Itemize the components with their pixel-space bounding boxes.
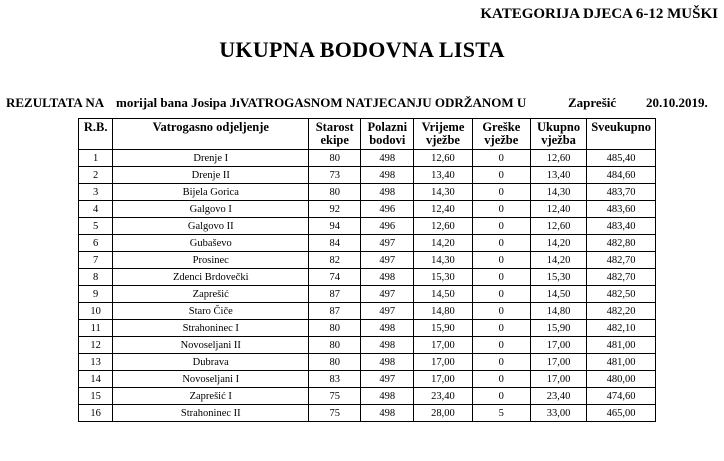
table-row [79,252,656,269]
cell-exercise-errors: 0 [472,269,530,286]
cell-exercise-total: 17,00 [530,354,586,371]
cell-team-age: 75 [309,388,361,405]
cell-start-points: 498 [361,320,414,337]
event-name: morijal bana Josipa JıVATROGASNOM NATJECANJU ODRŽANOM U [116,95,527,110]
cell-rank: 6 [79,235,113,252]
table-row [79,371,656,388]
cell-rank: 14 [79,371,113,388]
cell-exercise-time: 15,30 [414,269,472,286]
cell-exercise-total: 17,00 [530,371,586,388]
cell-grand-total: 481,00 [587,337,656,354]
cell-team-age: 80 [309,150,361,167]
cell-rank: 11 [79,320,113,337]
cell-grand-total: 482,50 [587,286,656,303]
cell-grand-total: 482,80 [587,235,656,252]
cell-unit: Strahoninec I [113,320,309,337]
cell-team-age: 94 [309,218,361,235]
table-row [79,303,656,320]
cell-rank: 3 [79,184,113,201]
col-header-rank: R.B. [79,119,113,150]
cell-exercise-errors: 0 [472,167,530,184]
cell-exercise-errors: 0 [472,354,530,371]
event-date: 20.10.2019. [646,95,708,110]
cell-exercise-errors: 0 [472,388,530,405]
cell-team-age: 75 [309,405,361,422]
cell-exercise-total: 14,20 [530,235,586,252]
cell-team-age: 80 [309,184,361,201]
cell-start-points: 498 [361,405,414,422]
col-header-team-age: Starost ekipe [309,119,361,150]
cell-exercise-errors: 5 [472,405,530,422]
cell-start-points: 498 [361,388,414,405]
cell-rank: 8 [79,269,113,286]
table-row [79,218,656,235]
cell-exercise-time: 12,40 [414,201,472,218]
table-row [79,405,656,422]
cell-grand-total: 485,40 [587,150,656,167]
cell-team-age: 74 [309,269,361,286]
cell-team-age: 80 [309,354,361,371]
page-title: UKUPNA BODOVNA LISTA [219,37,505,62]
cell-team-age: 87 [309,286,361,303]
cell-grand-total: 483,60 [587,201,656,218]
col-header-exercise-total: Ukupno vježba [530,119,586,150]
results-info-line [6,95,716,111]
cell-team-age: 87 [309,303,361,320]
cell-rank: 4 [79,201,113,218]
cell-team-age: 92 [309,201,361,218]
cell-exercise-errors: 0 [472,286,530,303]
cell-exercise-time: 14,80 [414,303,472,320]
cell-exercise-errors: 0 [472,252,530,269]
cell-start-points: 498 [361,354,414,371]
cell-rank: 16 [79,405,113,422]
cell-exercise-errors: 0 [472,303,530,320]
cell-exercise-total: 12,60 [530,150,586,167]
cell-unit: Bijela Gorica [113,184,309,201]
cell-exercise-total: 14,30 [530,184,586,201]
results-table [78,118,656,422]
cell-start-points: 497 [361,303,414,320]
cell-exercise-time: 28,00 [414,405,472,422]
cell-unit: Drenje I [113,150,309,167]
cell-start-points: 498 [361,150,414,167]
cell-exercise-errors: 0 [472,218,530,235]
cell-exercise-time: 12,60 [414,218,472,235]
cell-exercise-time: 14,30 [414,252,472,269]
cell-exercise-total: 17,00 [530,337,586,354]
table-row [79,235,656,252]
cell-team-age: 80 [309,320,361,337]
cell-exercise-errors: 0 [472,371,530,388]
cell-exercise-time: 17,00 [414,337,472,354]
cell-grand-total: 482,20 [587,303,656,320]
cell-exercise-total: 14,50 [530,286,586,303]
cell-rank: 7 [79,252,113,269]
cell-team-age: 84 [309,235,361,252]
cell-exercise-total: 15,30 [530,269,586,286]
cell-exercise-total: 12,60 [530,218,586,235]
cell-exercise-total: 14,20 [530,252,586,269]
table-row [79,184,656,201]
table-row [79,337,656,354]
cell-rank: 5 [79,218,113,235]
cell-exercise-time: 12,60 [414,150,472,167]
table-row [79,354,656,371]
cell-grand-total: 484,60 [587,167,656,184]
cell-exercise-time: 23,40 [414,388,472,405]
cell-unit: Staro Čiče [113,303,309,320]
table-row [79,388,656,405]
table-row [79,269,656,286]
cell-unit: Galgovo II [113,218,309,235]
cell-unit: Strahoninec II [113,405,309,422]
cell-start-points: 496 [361,201,414,218]
cell-unit: Novoseljani II [113,337,309,354]
results-label: REZULTATA NA [6,95,105,110]
table-row [79,150,656,167]
cell-unit: Galgovo I [113,201,309,218]
cell-rank: 9 [79,286,113,303]
cell-exercise-errors: 0 [472,337,530,354]
col-header-unit: Vatrogasno odjeljenje [113,119,309,150]
table-row [79,201,656,218]
cell-rank: 10 [79,303,113,320]
cell-exercise-total: 12,40 [530,201,586,218]
cell-team-age: 80 [309,337,361,354]
cell-exercise-time: 17,00 [414,371,472,388]
cell-exercise-total: 15,90 [530,320,586,337]
cell-start-points: 497 [361,252,414,269]
cell-exercise-total: 14,80 [530,303,586,320]
cell-exercise-errors: 0 [472,150,530,167]
cell-start-points: 497 [361,371,414,388]
table-header-row [79,119,656,150]
event-place: Zaprešić [568,95,617,110]
cell-start-points: 496 [361,218,414,235]
cell-exercise-errors: 0 [472,184,530,201]
cell-exercise-time: 17,00 [414,354,472,371]
cell-unit: Drenje II [113,167,309,184]
cell-rank: 1 [79,150,113,167]
cell-grand-total: 480,00 [587,371,656,388]
table-row [79,286,656,303]
cell-start-points: 498 [361,269,414,286]
cell-exercise-total: 33,00 [530,405,586,422]
cell-unit: Prosinec [113,252,309,269]
cell-exercise-total: 23,40 [530,388,586,405]
cell-grand-total: 483,40 [587,218,656,235]
cell-rank: 2 [79,167,113,184]
col-header-exercise-errors: Greške vježbe [472,119,530,150]
col-header-grand-total: Sveukupno [587,119,656,150]
col-header-exercise-time: Vrijeme vježbe [414,119,472,150]
cell-grand-total: 482,10 [587,320,656,337]
cell-exercise-time: 13,40 [414,167,472,184]
cell-team-age: 83 [309,371,361,388]
category-heading: KATEGORIJA DJECA 6-12 MUŠKI [480,6,718,22]
cell-rank: 15 [79,388,113,405]
table-row [79,167,656,184]
cell-unit: Zdenci Brdovečki [113,269,309,286]
cell-unit: Zaprešić [113,286,309,303]
cell-exercise-time: 14,30 [414,184,472,201]
cell-unit: Dubrava [113,354,309,371]
cell-grand-total: 474,60 [587,388,656,405]
cell-grand-total: 481,00 [587,354,656,371]
cell-unit: Zaprešić I [113,388,309,405]
cell-start-points: 497 [361,286,414,303]
cell-grand-total: 482,70 [587,269,656,286]
cell-grand-total: 465,00 [587,405,656,422]
cell-start-points: 498 [361,167,414,184]
cell-grand-total: 483,70 [587,184,656,201]
cell-unit: Gubaševo [113,235,309,252]
cell-rank: 13 [79,354,113,371]
cell-exercise-total: 13,40 [530,167,586,184]
table-row [79,320,656,337]
cell-team-age: 82 [309,252,361,269]
table-body [79,150,656,422]
cell-start-points: 498 [361,184,414,201]
cell-rank: 12 [79,337,113,354]
cell-start-points: 497 [361,235,414,252]
cell-exercise-time: 15,90 [414,320,472,337]
cell-exercise-time: 14,50 [414,286,472,303]
cell-start-points: 498 [361,337,414,354]
col-header-start-points: Polazni bodovi [361,119,414,150]
cell-unit: Novoseljani I [113,371,309,388]
cell-exercise-errors: 0 [472,235,530,252]
cell-exercise-errors: 0 [472,320,530,337]
cell-grand-total: 482,70 [587,252,656,269]
cell-exercise-time: 14,20 [414,235,472,252]
cell-exercise-errors: 0 [472,201,530,218]
cell-team-age: 73 [309,167,361,184]
